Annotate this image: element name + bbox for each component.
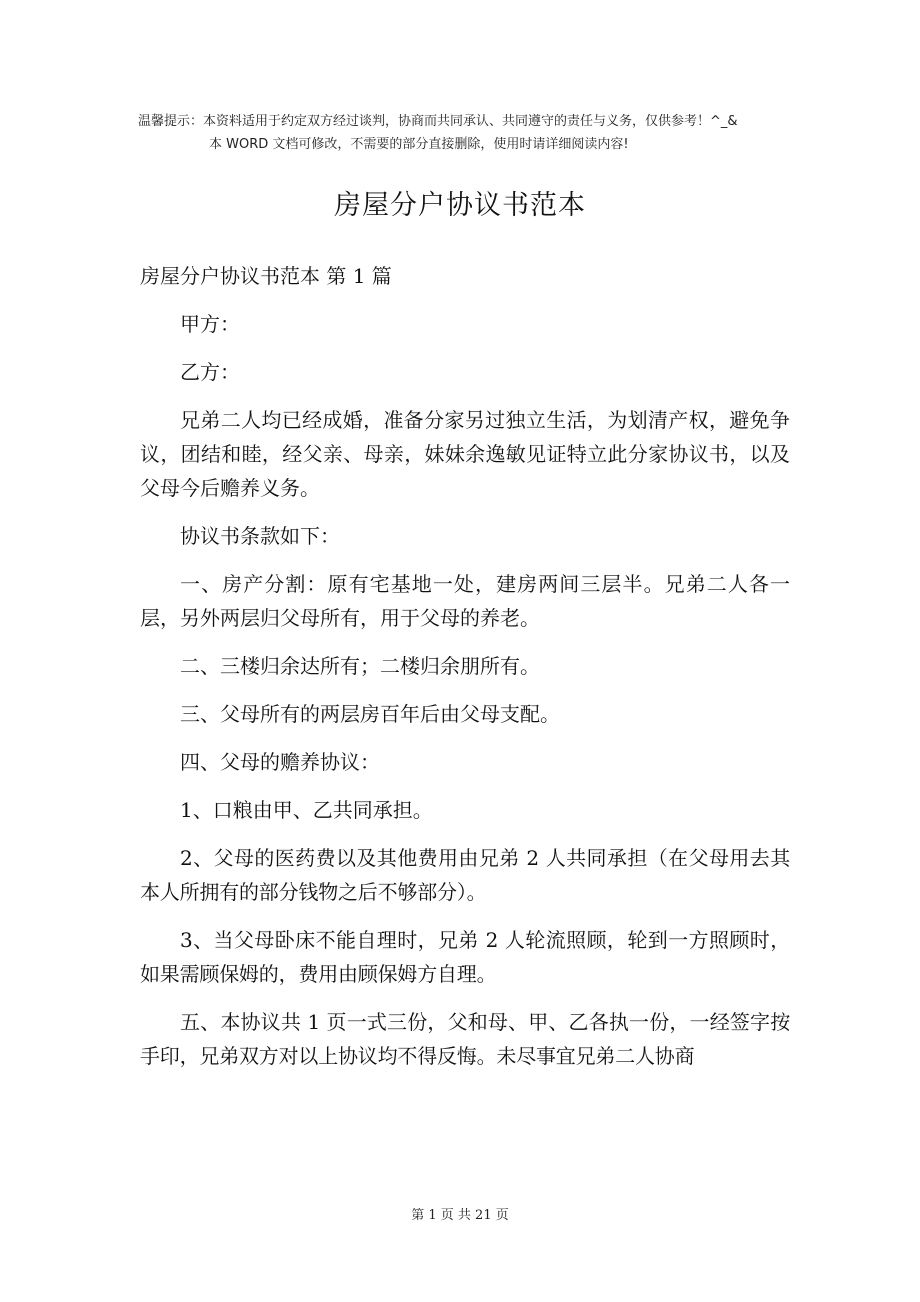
clause-5-copies: 五、本协议共 1 页一式三份，父和母、甲、乙各执一份，一经签字按手印，兄弟双方对以上协议均不得反悔。未尽事宜兄弟二人协商	[140, 1010, 790, 1068]
clause-4-support-agreement: 四、父母的赡养协议：	[180, 750, 380, 774]
clauses-intro: 协议书条款如下：	[180, 524, 340, 548]
section-heading: 房屋分户协议书范本 第 1 篇	[140, 264, 392, 288]
party-a-line: 甲方：	[180, 312, 240, 336]
disclaimer-line-2: 本 WORD 文档可修改，不需要的部分直接删除，使用时请详细阅读内容!	[209, 137, 629, 152]
document-title: 房屋分户协议书范本	[334, 190, 586, 221]
document-body	[140, 307, 790, 1087]
support-item-3: 3、当父母卧床不能自理时，兄弟 2 人轮流照顾，轮到一方照顾时，如果需顾保姆的，费用由顾保姆方自理。	[140, 928, 790, 986]
disclaimer-line-1: 温馨提示：本资料适用于约定双方经过谈判，协商而共同承认、共同遵守的责任与义务，仅供参考！^_&	[138, 114, 738, 129]
page-number: 第 1 页 共 21 页	[411, 1208, 509, 1223]
clause-3-parents-floors: 三、父母所有的两层房百年后由父母支配。	[180, 702, 560, 726]
support-item-2: 2、父母的医药费以及其他费用由兄弟 2 人共同承担（在父母用去其本人所拥有的部分钱物之后不够部分）。	[140, 846, 790, 904]
clause-2-floor-ownership: 二、三楼归余达所有；二楼归余朋所有。	[180, 654, 540, 678]
disclaimer-notice	[138, 110, 798, 156]
clause-1-property-division: 一、房产分割：原有宅基地一处，建房两间三层半。兄弟二人各一层，另外两层归父母所有，用于父母的养老。	[140, 572, 790, 630]
preamble-paragraph: 兄弟二人均已经成婚，准备分家另过独立生活，为划清产权，避免争议，团结和睦，经父亲、母亲，妹妹余逸敏见证特立此分家协议书，以及父母今后赡养义务。	[140, 408, 790, 500]
party-b-line: 乙方：	[180, 360, 240, 384]
support-item-1: 1、口粮由甲、乙共同承担。	[180, 798, 433, 822]
